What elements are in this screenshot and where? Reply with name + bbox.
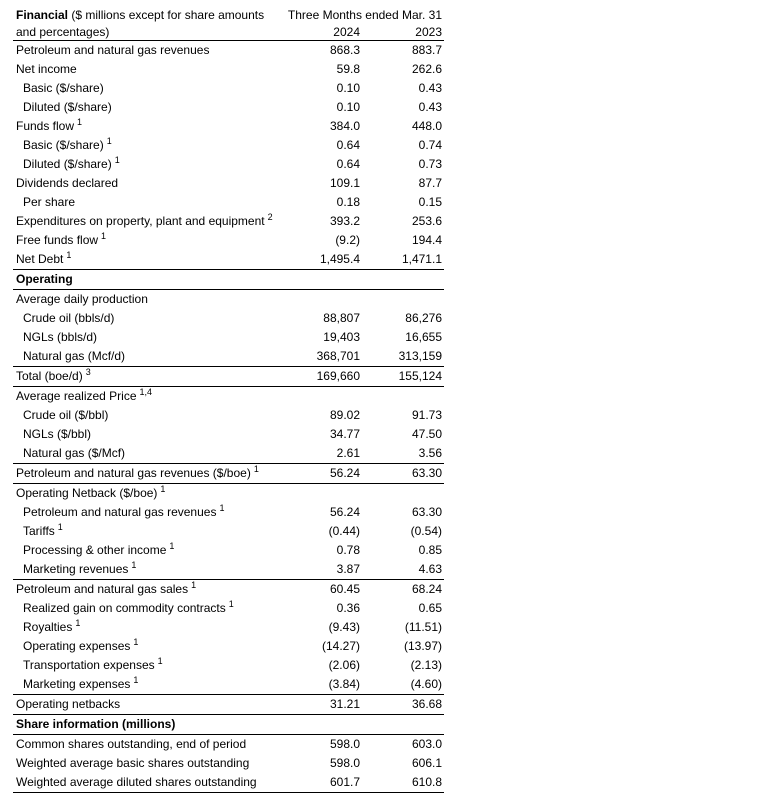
row-label — [23, 309, 114, 328]
value-2023: 155,124 — [398, 369, 442, 383]
value-2024: 601.7 — [329, 775, 360, 789]
table-row — [13, 599, 444, 618]
footnote-marker: 1 — [114, 155, 120, 165]
table-row — [13, 193, 444, 212]
row-label-text: Common shares outstanding, end of period — [16, 737, 247, 751]
header-label — [16, 7, 281, 41]
footnote-marker: 3 — [85, 367, 91, 377]
footnote-marker: 1 — [66, 250, 72, 260]
row-label — [23, 503, 224, 522]
footnote-marker: 1 — [133, 637, 139, 647]
value-2024: 2.61 — [336, 446, 360, 460]
row-label-text: Expenditures on property, plant and equipment — [16, 214, 265, 228]
value-2024: 0.10 — [336, 100, 360, 114]
value-2024: 0.36 — [336, 601, 360, 615]
value-2024: 169,660 — [316, 369, 360, 383]
value-2023: 194.4 — [411, 233, 442, 247]
value-2023: 16,655 — [405, 330, 442, 344]
footnote-marker: 1 — [75, 618, 81, 628]
row-label — [23, 541, 174, 560]
value-2024: 598.0 — [329, 737, 360, 751]
table-row — [13, 250, 444, 270]
table-row — [13, 367, 444, 387]
value-2023: 0.43 — [418, 100, 442, 114]
row-label — [16, 212, 273, 231]
row-label — [16, 715, 175, 734]
header-label-rest: ($ millions except for share amounts and percentages) — [16, 8, 265, 39]
row-label-text: Petroleum and natural gas revenues — [23, 505, 217, 519]
table-row — [13, 618, 444, 637]
footnote-marker: 1 — [160, 484, 166, 494]
table-body — [13, 41, 444, 793]
row-label — [16, 387, 152, 406]
table-header — [13, 6, 444, 41]
footnote-marker: 1 — [131, 560, 137, 570]
row-label-text: Processing & other income — [23, 543, 167, 557]
table-row — [13, 675, 444, 695]
row-label-text: Net Debt — [16, 252, 64, 266]
value-2023: 253.6 — [411, 214, 442, 228]
value-2024: (3.84) — [328, 677, 360, 691]
table-row — [13, 541, 444, 560]
row-label — [16, 290, 148, 309]
row-label — [23, 425, 91, 444]
value-2023: 0.73 — [418, 157, 442, 171]
value-2023: (4.60) — [410, 677, 442, 691]
value-2024: (9.43) — [328, 620, 360, 634]
row-label — [16, 174, 118, 193]
row-label-text: Share information (millions) — [16, 717, 176, 731]
value-2024: 0.78 — [336, 543, 360, 557]
row-label — [23, 328, 97, 347]
value-2023: 610.8 — [411, 775, 442, 789]
value-2024: (0.44) — [328, 524, 360, 538]
value-2024: 109.1 — [329, 176, 360, 190]
value-2023: 603.0 — [411, 737, 442, 751]
value-2023: 1,471.1 — [401, 252, 442, 266]
value-2024: 0.64 — [336, 157, 360, 171]
value-2024: 59.8 — [336, 62, 360, 76]
row-label-text: Average realized Price — [16, 389, 137, 403]
period-heading: Three Months ended Mar. 31 — [287, 8, 442, 22]
row-label — [23, 560, 136, 579]
row-label-text: Diluted ($/share) — [23, 100, 112, 114]
row-label — [23, 637, 138, 656]
value-2024: 88,807 — [323, 311, 360, 325]
row-label — [23, 522, 63, 541]
row-label-text: Transportation expenses — [23, 658, 155, 672]
row-label — [16, 735, 246, 754]
value-2023: 86,276 — [405, 311, 442, 325]
table-row — [13, 406, 444, 425]
row-label-text: Marketing revenues — [23, 562, 129, 576]
table-row — [13, 503, 444, 522]
value-2023: 883.7 — [411, 43, 442, 57]
footnote-marker: 1 — [101, 231, 107, 241]
row-label — [23, 193, 75, 212]
row-label-text: Dividends declared — [16, 176, 119, 190]
value-2023: (0.54) — [410, 524, 442, 538]
footnote-marker: 1 — [253, 464, 259, 474]
table-row — [13, 695, 444, 715]
value-2023: (2.13) — [410, 658, 442, 672]
row-label — [16, 270, 73, 289]
table-row — [13, 98, 444, 117]
table-row — [13, 484, 444, 503]
value-2023: 4.63 — [418, 562, 442, 576]
row-label-text: NGLs ($/bbl) — [23, 427, 92, 441]
value-2023: 606.1 — [411, 756, 442, 770]
row-label-text: Crude oil (bbls/d) — [23, 311, 115, 325]
footnote-marker: 1 — [77, 117, 83, 127]
footnote-marker: 1 — [106, 136, 112, 146]
table-row — [13, 580, 444, 599]
value-2023: 63.30 — [411, 466, 442, 480]
value-2024: 56.24 — [329, 466, 360, 480]
row-label — [16, 60, 77, 79]
table-row — [13, 560, 444, 580]
row-label-text: Funds flow — [16, 119, 75, 133]
value-2023: 262.6 — [411, 62, 442, 76]
row-label-text: Average daily production — [16, 292, 148, 306]
table-row — [13, 79, 444, 98]
value-2023: 47.50 — [411, 427, 442, 441]
footnote-marker: 1 — [157, 656, 163, 666]
value-2023: 3.56 — [418, 446, 442, 460]
row-label-text: Realized gain on commodity contracts — [23, 601, 226, 615]
value-2024: 19,403 — [323, 330, 360, 344]
value-2023: 0.74 — [418, 138, 442, 152]
value-2023: 448.0 — [411, 119, 442, 133]
row-label — [16, 464, 259, 483]
row-label — [16, 117, 82, 136]
table-row — [13, 212, 444, 231]
table-row — [13, 773, 444, 793]
footnote-marker: 1 — [228, 599, 234, 609]
row-label-text: Petroleum and natural gas revenues — [16, 43, 210, 57]
table-row — [13, 656, 444, 675]
row-label-text: Operating expenses — [23, 639, 131, 653]
value-2023: 0.15 — [418, 195, 442, 209]
value-2024: 0.64 — [336, 138, 360, 152]
row-label — [23, 79, 104, 98]
row-label-text: Per share — [23, 195, 76, 209]
value-2024: 598.0 — [329, 756, 360, 770]
row-label-text: Operating netbacks — [16, 697, 121, 711]
table-row — [13, 270, 444, 290]
row-label-text: Natural gas (Mcf/d) — [23, 349, 126, 363]
value-2023: 36.68 — [411, 697, 442, 711]
value-2023: (13.97) — [403, 639, 442, 653]
row-label-text: Petroleum and natural gas revenues ($/boe) — [16, 466, 251, 480]
value-2024: 89.02 — [329, 408, 360, 422]
row-label — [23, 406, 108, 425]
row-label-text: Total (boe/d) — [16, 369, 83, 383]
value-2024: 0.10 — [336, 81, 360, 95]
row-label-text: Operating Netback ($/boe) — [16, 486, 158, 500]
value-2024: 60.45 — [329, 582, 360, 596]
row-label — [16, 484, 165, 503]
value-2024: (9.2) — [335, 233, 360, 247]
row-label-text: Marketing expenses — [23, 677, 131, 691]
table-row — [13, 155, 444, 174]
row-label — [23, 618, 80, 637]
value-2023: 313,159 — [398, 349, 442, 363]
value-2024: 56.24 — [329, 505, 360, 519]
row-label-text: Diluted ($/share) — [23, 157, 112, 171]
row-label-text: Natural gas ($/Mcf) — [23, 446, 126, 460]
table-row — [13, 309, 444, 328]
footnote-marker: 1,4 — [139, 387, 153, 397]
value-2024: 31.21 — [329, 697, 360, 711]
row-label-text: Operating — [16, 272, 73, 286]
header-label-bold: Financial — [16, 8, 69, 22]
footnote-marker: 1 — [133, 675, 139, 685]
row-label — [23, 444, 125, 463]
table-row — [13, 637, 444, 656]
table-row — [13, 231, 444, 250]
row-label — [16, 231, 106, 250]
table-row — [13, 347, 444, 367]
value-2023: 0.65 — [418, 601, 442, 615]
value-2024: 1,495.4 — [319, 252, 360, 266]
table-row — [13, 464, 444, 484]
year-current: 2024 — [333, 25, 360, 39]
table-row — [13, 522, 444, 541]
row-label — [16, 367, 91, 386]
financial-summary-table — [13, 6, 444, 793]
table-row — [13, 136, 444, 155]
row-label — [23, 599, 234, 618]
value-2023: 0.43 — [418, 81, 442, 95]
value-2023: 68.24 — [411, 582, 442, 596]
row-label — [16, 580, 196, 599]
value-2024: 384.0 — [329, 119, 360, 133]
table-row — [13, 290, 444, 309]
row-label — [16, 250, 71, 269]
row-label — [23, 136, 112, 155]
value-2024: 0.18 — [336, 195, 360, 209]
table-row — [13, 174, 444, 193]
table-row — [13, 117, 444, 136]
value-2023: 0.85 — [418, 543, 442, 557]
footnote-marker: 1 — [57, 522, 63, 532]
row-label — [23, 656, 163, 675]
table-row — [13, 735, 444, 754]
table-row — [13, 754, 444, 773]
value-2023: 63.30 — [411, 505, 442, 519]
row-label — [16, 754, 249, 773]
table-row — [13, 328, 444, 347]
row-label — [23, 155, 120, 174]
value-2024: 393.2 — [329, 214, 360, 228]
table-row — [13, 444, 444, 464]
value-2024: (14.27) — [321, 639, 360, 653]
table-row — [13, 60, 444, 79]
row-label — [16, 773, 257, 792]
row-label-text: Net income — [16, 62, 77, 76]
row-label-text: Crude oil ($/bbl) — [23, 408, 109, 422]
year-prior: 2023 — [415, 25, 442, 39]
row-label-text: Tariffs — [23, 524, 55, 538]
row-label — [16, 41, 209, 60]
row-label-text: Weighted average diluted shares outstanding — [16, 775, 257, 789]
row-label-text: Free funds flow — [16, 233, 99, 247]
value-2023: 91.73 — [411, 408, 442, 422]
value-2023: (11.51) — [404, 620, 442, 634]
row-label — [23, 98, 112, 117]
footnote-marker: 1 — [191, 580, 197, 590]
value-2024: (2.06) — [328, 658, 360, 672]
value-2024: 868.3 — [329, 43, 360, 57]
row-label-text: Basic ($/share) — [23, 81, 104, 95]
footnote-marker: 2 — [267, 212, 273, 222]
row-label — [23, 675, 138, 694]
value-2024: 34.77 — [329, 427, 360, 441]
footnote-marker: 1 — [169, 541, 175, 551]
table-row — [13, 41, 444, 60]
value-2023: 87.7 — [418, 176, 442, 190]
table-row — [13, 715, 444, 735]
row-label — [16, 695, 120, 714]
row-label-text: Royalties — [23, 620, 73, 634]
table-row — [13, 425, 444, 444]
value-2024: 3.87 — [336, 562, 360, 576]
footnote-marker: 1 — [219, 503, 225, 513]
row-label-text: Weighted average basic shares outstanding — [16, 756, 250, 770]
value-2024: 368,701 — [316, 349, 360, 363]
row-label-text: Basic ($/share) — [23, 138, 104, 152]
row-label-text: NGLs (bbls/d) — [23, 330, 98, 344]
row-label-text: Petroleum and natural gas sales — [16, 582, 189, 596]
row-label — [23, 347, 125, 366]
table-row — [13, 387, 444, 406]
